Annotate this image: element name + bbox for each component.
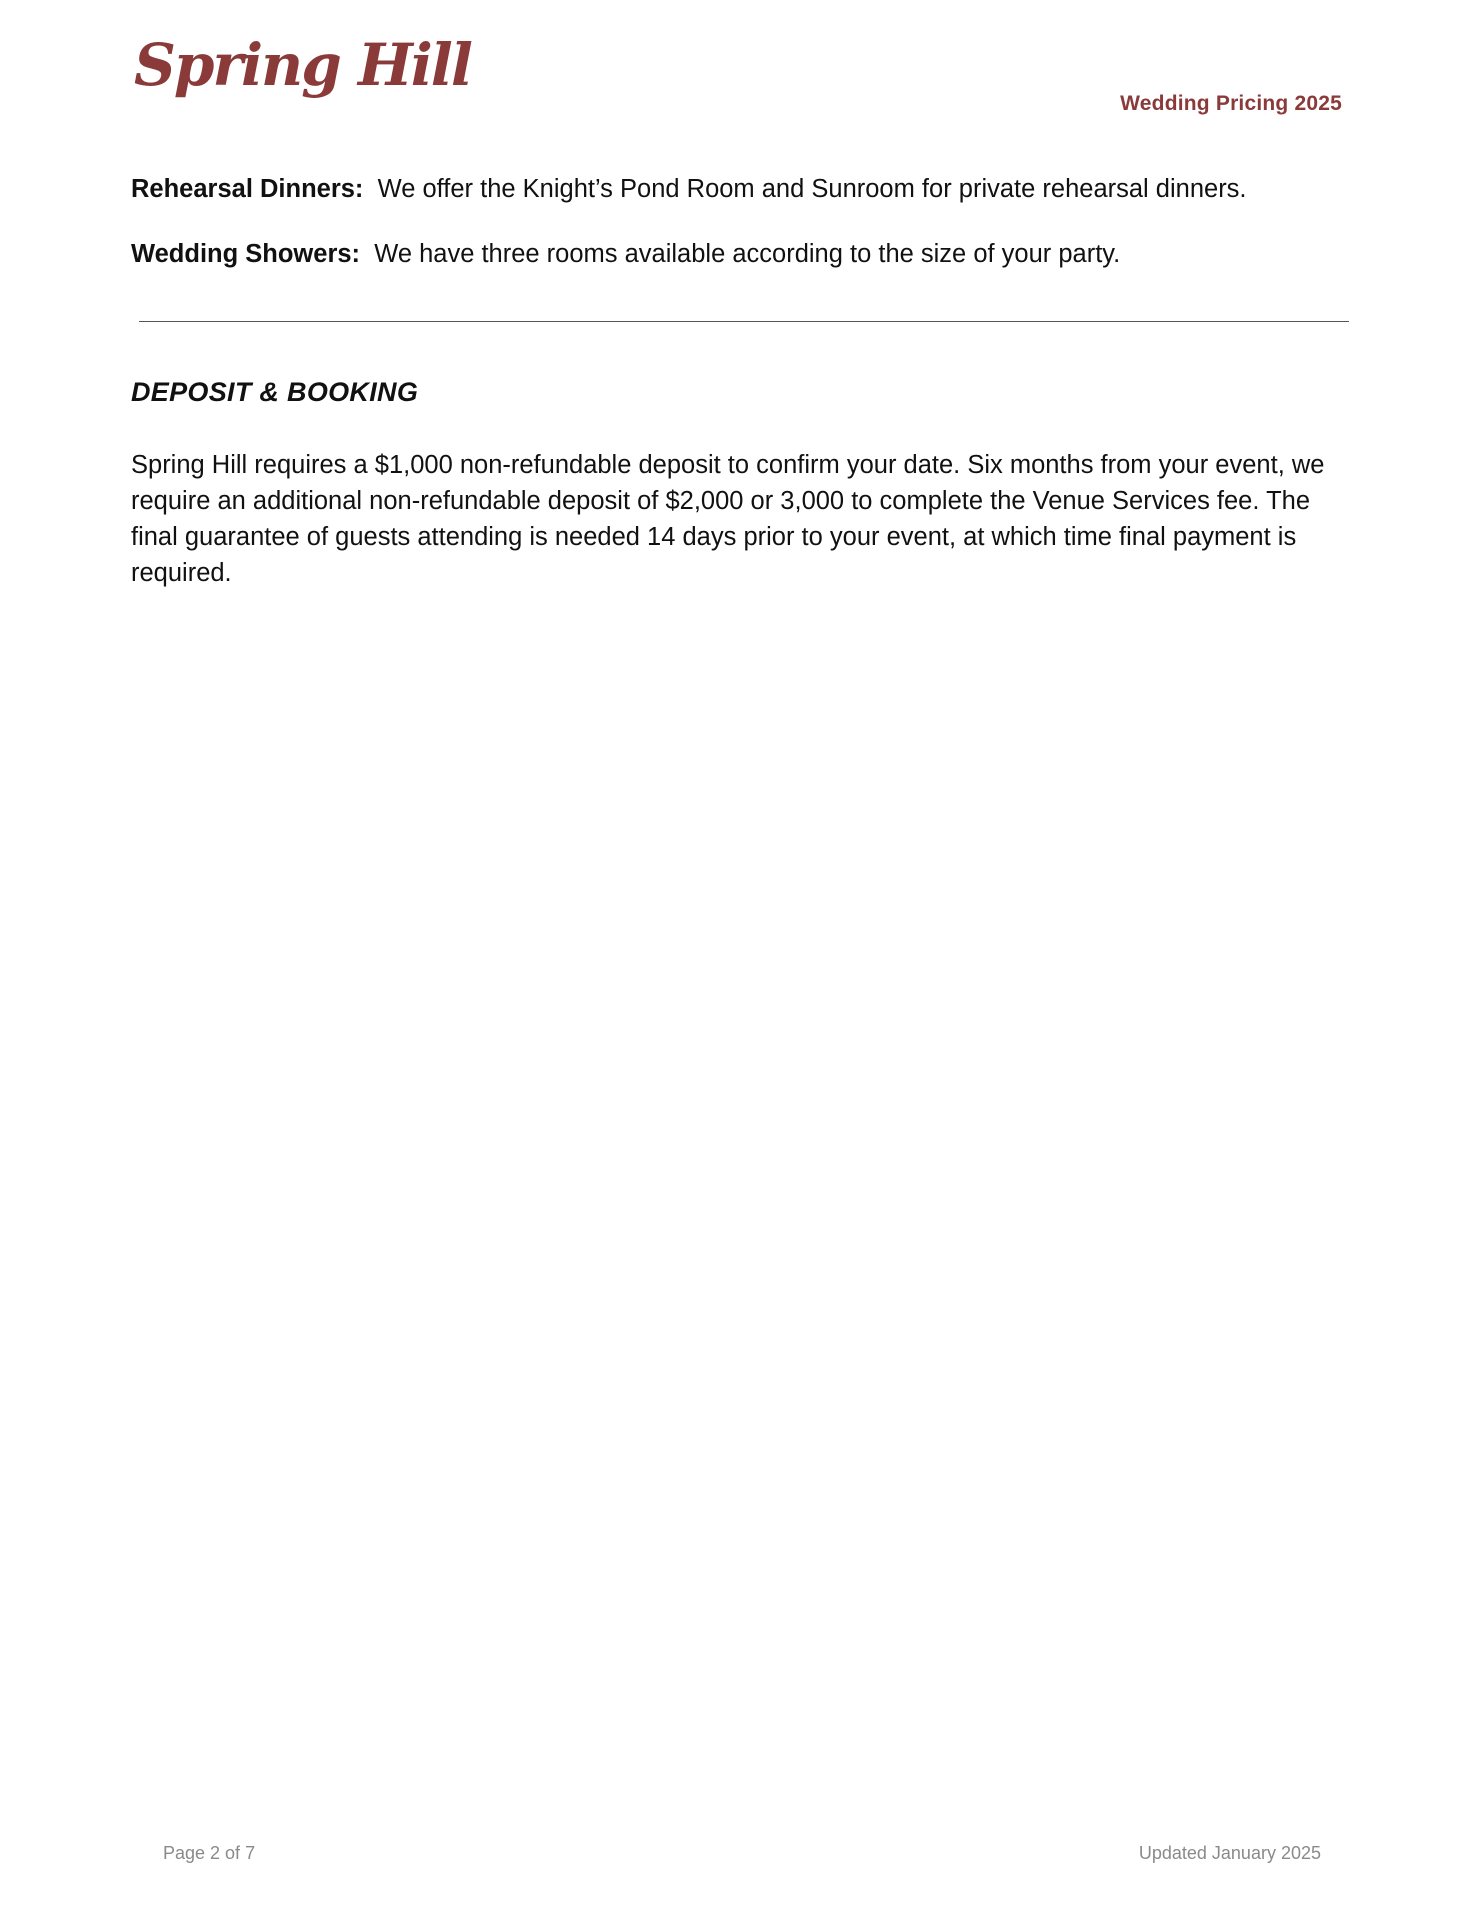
- section-divider: [139, 321, 1349, 322]
- rehearsal-dinners-label: Rehearsal Dinners:: [131, 175, 364, 203]
- page-number: Page 2 of 7: [163, 1843, 256, 1863]
- deposit-booking-body: Spring Hill requires a $1,000 non-refundable deposit to confirm your date. Six months from your event, we require an additional non-refundable deposit of $2,000 or 3,000 to complete the Venue Services fee. The final guarantee of guests attending is needed 14 days prior to your event, at which time final payment is required.: [131, 451, 1325, 587]
- spring-hill-logo: Spring Hill: [134, 31, 471, 99]
- wedding-showers-paragraph: [131, 236, 1120, 272]
- deposit-booking-heading: DEPOSIT & BOOKING: [131, 377, 419, 407]
- document-title: Wedding Pricing 2025: [1120, 92, 1342, 115]
- rehearsal-dinners-paragraph: [131, 171, 1247, 207]
- wedding-showers-label: Wedding Showers:: [131, 240, 361, 268]
- updated-date: Updated January 2025: [1138, 1843, 1321, 1863]
- wedding-showers-text: We have three rooms available according to the size of your party.: [374, 240, 1121, 268]
- rehearsal-dinners-text: We offer the Knight’s Pond Room and Sunroom for private rehearsal dinners.: [377, 175, 1247, 203]
